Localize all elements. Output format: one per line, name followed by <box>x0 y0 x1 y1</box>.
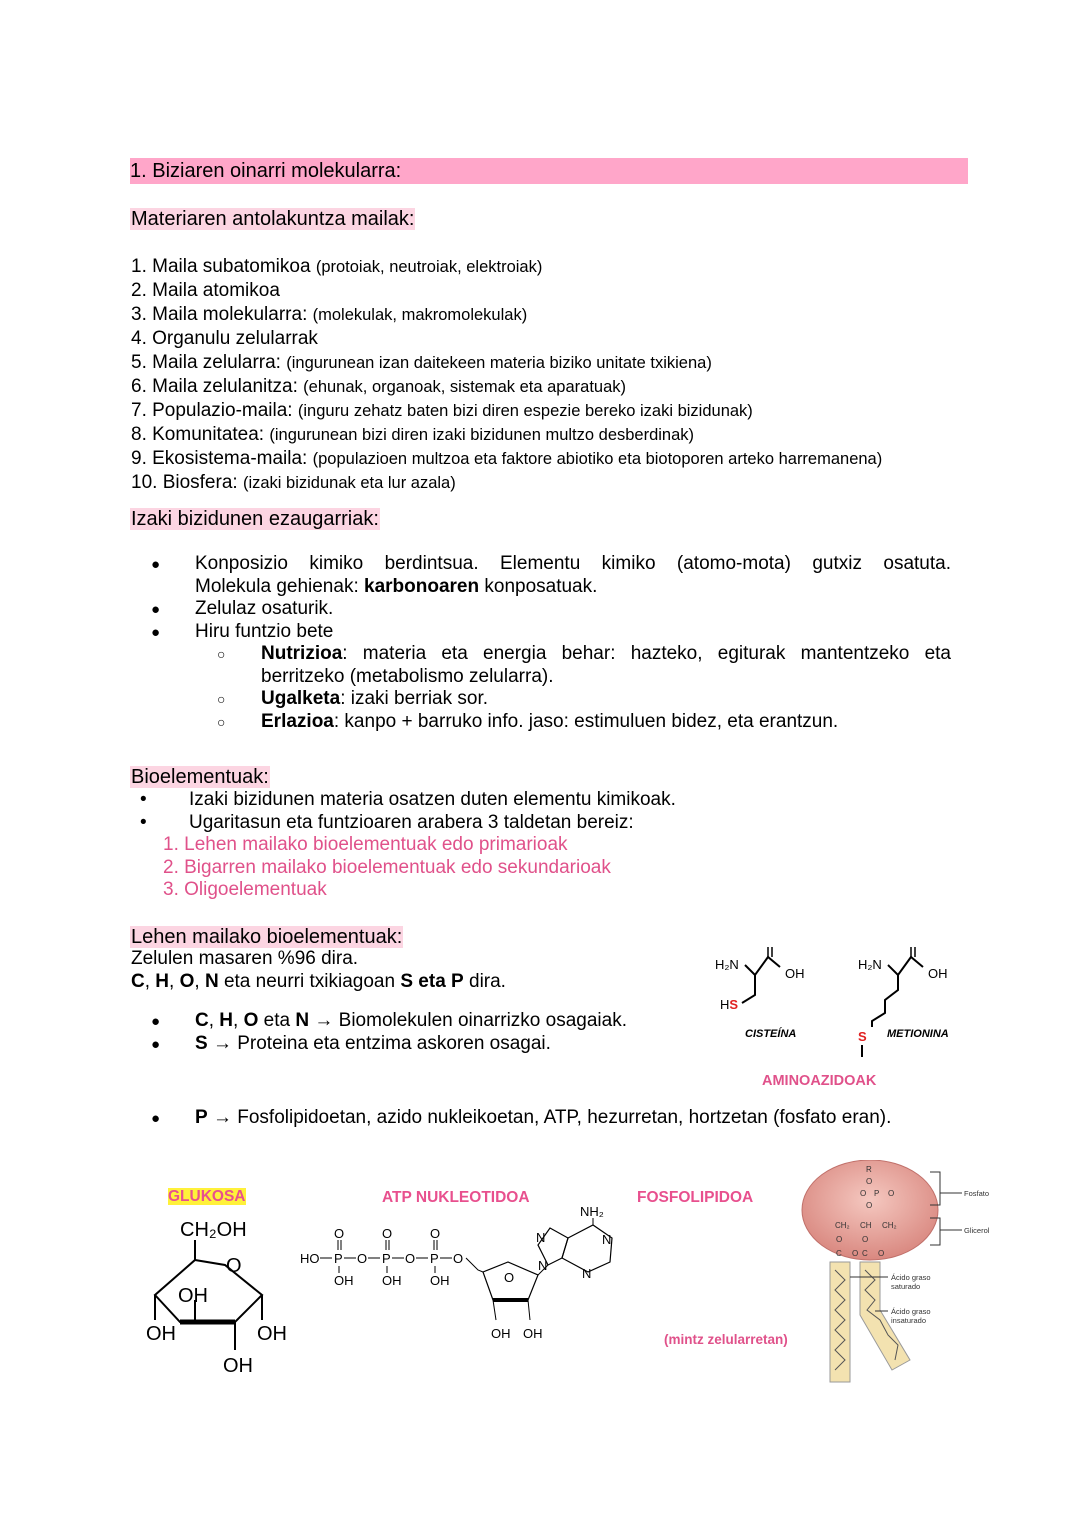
svg-text:O: O <box>357 1251 368 1266</box>
svg-text:O: O <box>862 1235 869 1244</box>
izaki-b1-line1: Konposizio kimiko berdintsua. Elementu kimiko (atomo-mota) gutxiz osatuta. <box>195 553 951 574</box>
svg-text:P: P <box>430 1251 439 1266</box>
met-oh: OH <box>928 966 948 981</box>
cys-h2n: H₂N <box>715 957 739 972</box>
fosfolipido-title: FOSFOLIPIDOA <box>637 1189 754 1206</box>
glucose-ring <box>155 1260 262 1322</box>
svg-text:OH: OH <box>523 1326 543 1341</box>
aminoazidoak-title: AMINOAZIDOAK <box>762 1073 877 1089</box>
svg-text:R: R <box>866 1165 872 1174</box>
bullet-dot: ● <box>151 1035 161 1053</box>
glucose-ring-o: O <box>226 1255 242 1277</box>
atp-title: ATP NUKLEOTIDOA <box>382 1189 530 1206</box>
glicerol-label: Glicerol <box>964 1226 990 1235</box>
svg-text:OH: OH <box>257 1323 287 1345</box>
level-note: (molekulak, makromolekulak) <box>312 306 528 324</box>
fosfato-label: Fosfato <box>964 1189 990 1198</box>
materia-heading: Materiaren antolakuntza mailak: <box>131 208 415 230</box>
aminoacids-figure <box>700 945 970 1065</box>
svg-text:Ácido graso: Ácido graso <box>891 1273 931 1282</box>
svg-text:OH: OH <box>334 1273 354 1288</box>
bio-b1: Izaki bizidunen materia osatzen duten elementu kimikoak. <box>189 789 676 810</box>
lehen-bullets <box>151 1010 711 1055</box>
bio-list-2: 2. Bigarren mailako bioelementuak edo sekundarioak <box>163 856 611 878</box>
phospholipid-figure <box>800 1160 1000 1385</box>
izaki-b2: Zelulaz osaturik. <box>195 598 334 619</box>
bullet-dot: ● <box>151 556 161 573</box>
level-item <box>131 447 882 471</box>
svg-text:OH: OH <box>178 1285 208 1307</box>
saturated-tail <box>830 1262 850 1382</box>
svg-text:C: C <box>862 1249 868 1258</box>
bio-list-3: 3. Oligoelementuak <box>163 879 327 900</box>
level-main: 3. Maila molekularra: <box>131 304 313 325</box>
sub-bullet: ○ <box>217 713 226 730</box>
svg-text:N: N <box>602 1232 612 1247</box>
svg-text:O: O <box>866 1177 873 1186</box>
glucose-structure <box>140 1210 300 1385</box>
bio-heading: Bioelementuak: <box>131 766 269 788</box>
level-item <box>131 471 882 495</box>
svg-text:P: P <box>874 1189 880 1198</box>
svg-text:O: O <box>852 1249 859 1258</box>
svg-text:P: P <box>334 1251 343 1266</box>
cys-label: CISTEÍNA <box>745 1028 797 1040</box>
bullet-dot: • <box>140 789 147 810</box>
bullet-dot: ● <box>151 1013 161 1030</box>
met-backbone <box>888 957 923 975</box>
svg-text:CH₂: CH₂ <box>882 1221 897 1230</box>
level-main: 9. Ekosistema-maila: <box>131 448 313 469</box>
erlazioa: Erlazioa: kanpo + barruko info. jaso: estimuluen bidez, eta erantzun. <box>261 710 839 732</box>
cys-oh: OH <box>785 966 805 981</box>
svg-text:C: C <box>836 1249 842 1258</box>
bullet-dot: • <box>140 811 147 833</box>
svg-text:N: N <box>536 1230 546 1245</box>
glucose-ch2oh: CH₂OH <box>180 1219 247 1241</box>
svg-text:O: O <box>504 1270 515 1285</box>
sub-bullet: ○ <box>217 646 226 662</box>
svg-text:OH: OH <box>146 1323 176 1345</box>
levels-list <box>131 255 882 495</box>
s-bullet: S → Proteina eta entzima askoren osagai. <box>195 1032 551 1054</box>
lehen-line2: C, H, O, N eta neurri txikiagoan S eta P dira. <box>131 971 506 992</box>
svg-text:CH: CH <box>860 1221 872 1230</box>
level-note: (ingurunean bizi diren izaki bizidunen multzo desberdinak) <box>269 426 695 444</box>
izaki-b3: Hiru funtzio bete <box>195 620 334 642</box>
ugalketa: Ugalketa: izaki berriak sor. <box>261 688 489 709</box>
level-note: (populazioen multzoa eta faktore abiotiko eta biotoporen arteko harremanena) <box>312 450 883 468</box>
level-main: 4. Organulu zelularrak <box>131 328 318 349</box>
svg-text:Ácido graso: Ácido graso <box>891 1307 931 1316</box>
p-bullet-row <box>151 1107 981 1130</box>
level-note: (izaki bizidunak eta lur azala) <box>242 474 456 492</box>
svg-text:OH: OH <box>430 1273 450 1288</box>
level-main: 5. Maila zelularra: <box>131 352 287 373</box>
level-main: 6. Maila zelulanitza: <box>131 376 304 397</box>
svg-text:O: O <box>836 1235 843 1244</box>
svg-text:P: P <box>382 1251 391 1266</box>
svg-text:O: O <box>860 1189 867 1198</box>
met-h2n: H₂N <box>858 957 882 972</box>
bullet-dot: ● <box>151 601 161 618</box>
svg-text:O: O <box>382 1226 393 1241</box>
izaki-heading: Izaki bizidunen ezaugarriak: <box>131 508 379 530</box>
section-title: 1. Biziaren oinarri molekularra: <box>130 158 968 184</box>
bio-bullets <box>140 789 840 902</box>
level-item <box>131 375 882 399</box>
cys-sidechain <box>742 975 755 1003</box>
level-note: (ingurunean izan daitekeen materia biziko unitate txikiena) <box>286 354 712 372</box>
level-item <box>131 255 882 279</box>
level-item <box>131 423 882 447</box>
svg-text:OH: OH <box>223 1355 253 1377</box>
svg-text:O: O <box>405 1251 416 1266</box>
svg-text:saturado: saturado <box>891 1282 921 1291</box>
p-bullet: P → Fosfolipidoetan, azido nukleikoetan, ATP, hezurretan, hortzetan (fosfato eran). <box>195 1107 892 1128</box>
svg-text:O: O <box>888 1189 895 1198</box>
svg-text:O: O <box>453 1251 464 1266</box>
level-item <box>131 327 882 351</box>
lehen-heading: Lehen mailako bioelementuak: <box>131 926 403 948</box>
level-item <box>131 399 882 423</box>
level-main: 8. Komunitatea: <box>131 424 270 445</box>
atp-structure <box>298 1200 628 1350</box>
mintz-caption: (mintz zelularretan) <box>664 1332 788 1347</box>
izaki-bullets <box>151 553 951 733</box>
svg-text:O: O <box>878 1249 885 1258</box>
sub-bullet: ○ <box>217 691 226 707</box>
svg-text:HO: HO <box>300 1251 320 1266</box>
chon-bullet: C, H, O eta N → Biomolekulen oinarrizko osagaiak. <box>195 1010 627 1031</box>
level-note: (protoiak, neutroiak, elektroiak) <box>315 258 543 276</box>
svg-text:CH₂: CH₂ <box>835 1221 850 1230</box>
bio-list-1: 1. Lehen mailako bioelementuak edo primarioak <box>163 834 568 855</box>
svg-text:O: O <box>866 1201 873 1210</box>
level-item <box>131 279 882 303</box>
svg-text:NH₂: NH₂ <box>580 1204 604 1219</box>
svg-text:N: N <box>582 1266 592 1281</box>
level-item <box>131 303 882 327</box>
met-label: METIONINA <box>887 1028 949 1040</box>
bullet-dot: ● <box>151 1110 161 1127</box>
level-main: 7. Populazio-maila: <box>131 400 298 421</box>
izaki-b1-line2: Molekula gehienak: karbonoaren konposatuak. <box>195 575 598 597</box>
svg-text:OH: OH <box>491 1326 511 1341</box>
nutrizioa-line2: berritzeko (metabolismo zelularra). <box>261 665 554 687</box>
lehen-line1: Zelulen masaren %96 dira. <box>131 948 359 969</box>
cys-hs: HS <box>720 997 739 1012</box>
level-item <box>131 351 882 375</box>
met-sidechain <box>872 975 898 1027</box>
phosphate-head <box>802 1160 938 1260</box>
svg-text:OH: OH <box>382 1273 402 1288</box>
nutrizioa-line1: Nutrizioa: materia eta energia behar: hazteko, egiturak mantentzeko eta <box>261 643 951 664</box>
level-note: (ehunak, organoak, sistemak eta aparatuak) <box>303 378 627 396</box>
level-main: 1. Maila subatomikoa <box>131 256 316 277</box>
bullet-dot: ● <box>151 623 161 641</box>
glukosa-title: GLUKOSA <box>168 1188 246 1205</box>
bio-b2: Ugaritasun eta funtzioaren arabera 3 taldetan bereiz: <box>189 811 634 833</box>
level-main: 2. Maila atomikoa <box>131 280 280 301</box>
level-main: 10. Biosfera: <box>131 472 243 493</box>
svg-text:insaturado: insaturado <box>891 1316 927 1325</box>
cys-backbone <box>745 957 780 975</box>
svg-text:O: O <box>334 1226 345 1241</box>
met-s: S <box>858 1029 867 1044</box>
svg-text:N: N <box>538 1258 548 1273</box>
level-note: (inguru zehatz baten bizi diren espezie bereko izaki bizidunak) <box>297 402 753 420</box>
svg-text:O: O <box>430 1226 441 1241</box>
